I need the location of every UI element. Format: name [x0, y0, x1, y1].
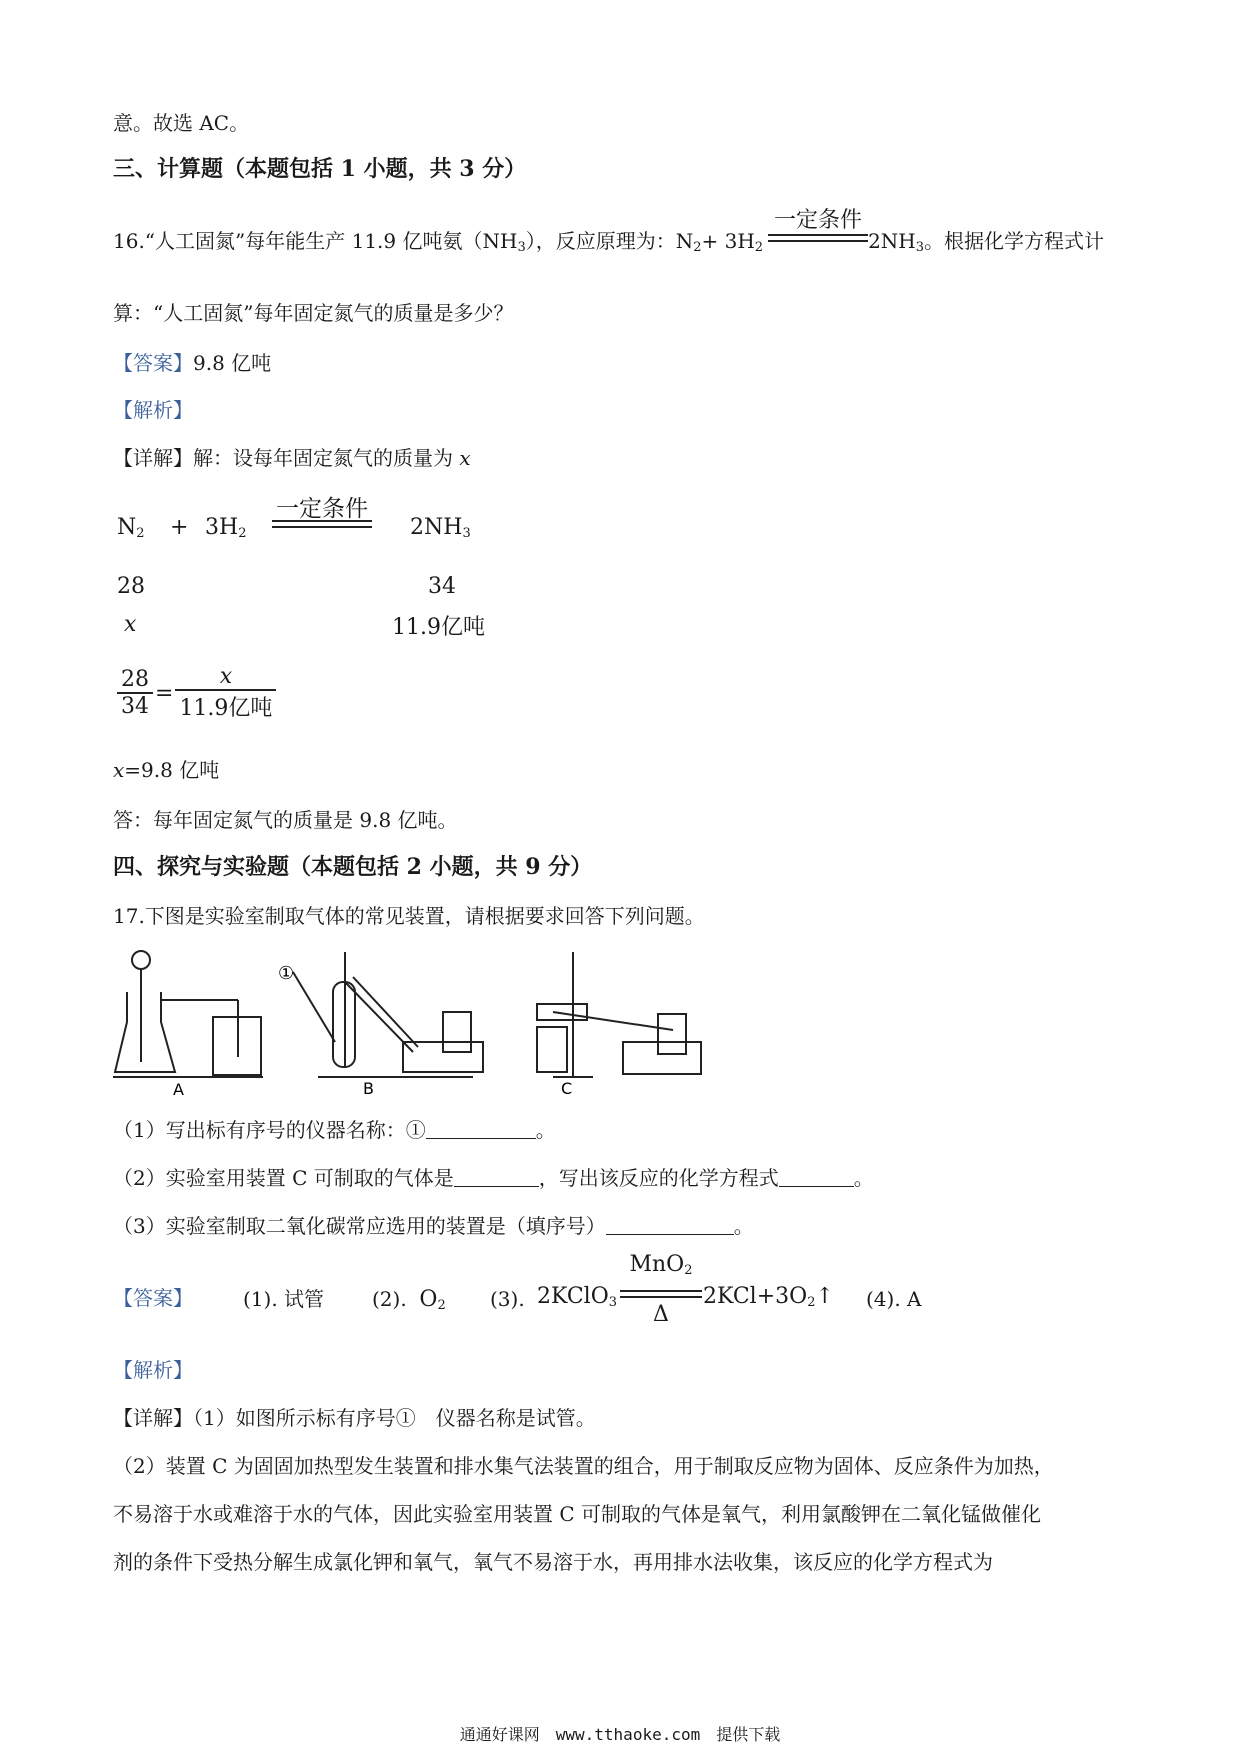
analysis-tag: 【解析】 — [113, 398, 193, 422]
mass-34: 34 — [428, 574, 456, 599]
eq-2nh3: $2NH_3$ — [410, 515, 471, 541]
section-heading: 四、探究与实验题（本题包括 2 小题，共 9 分） — [113, 854, 593, 880]
subscript: 3 — [915, 240, 925, 255]
detail-line: 【详解】（1）如图所示标有序号① 仪器名称是试管。 — [113, 1406, 596, 1430]
detail-line — [113, 445, 471, 471]
fraction-left: $\frac{28}{34}$ — [117, 667, 153, 719]
eq-3h2: $3H_2$ — [205, 515, 247, 541]
equal-line-bottom — [768, 240, 868, 242]
eq-line-bottom — [272, 526, 372, 528]
eq-plus: + — [170, 515, 189, 540]
subscript: 3 — [517, 240, 526, 255]
eq-n2: $N_2$ — [117, 515, 145, 541]
proportion-equation: $\frac{28}{34}$ = $\frac{x}{\text{11.9亿吨}}$ — [117, 664, 276, 722]
question-17: 17.下图是实验室制取气体的常见装置，请根据要求回答下列问题。 — [113, 904, 705, 928]
detail-tag: 【详解】 — [113, 446, 193, 470]
detail-line: 剂的条件下受热分解生成氯化钾和氧气，氧气不易溶于水，再用排水法收集，该反应的化学方程式为 — [113, 1550, 993, 1574]
answer-tag: 【答案】 — [113, 351, 193, 375]
funnel-bulb — [132, 951, 150, 969]
eq-line-top — [620, 1290, 702, 1292]
q16-text: 2NH — [868, 229, 916, 253]
fraction-right: $\frac{x}{\text{11.9亿吨}}$ — [175, 664, 276, 722]
figure-label-c: C — [561, 1079, 573, 1097]
figure-label-b: B — [363, 1079, 374, 1097]
mass-119: 11.9亿吨 — [392, 615, 485, 640]
answer-tag: 【答案】 — [113, 1286, 193, 1310]
eq-kclo3: 2KClO$_3$ — [537, 1284, 618, 1310]
eq-line-bottom — [620, 1296, 702, 1298]
conclusion-line: 答：每年固定氮气的质量是 9.8 亿吨。 — [113, 808, 458, 832]
result-line: x=9.8 亿吨 — [113, 758, 220, 782]
q16-text: + 3H — [701, 229, 755, 253]
analysis-tag: 【解析】 — [113, 1358, 193, 1382]
page-footer: 通通好课网 www.tthaoke.com 提供下载 — [459, 1725, 781, 1744]
reaction-condition: 一定条件 — [773, 208, 862, 233]
answer-line — [113, 350, 271, 376]
subscript: 2 — [754, 240, 764, 255]
q16-text: 。根据化学方程式计 — [924, 229, 1105, 253]
answer-17-4: (4). A — [866, 1287, 922, 1311]
eq-products: $2KCl+3O_2↑$ — [703, 1284, 834, 1310]
eq-line-top — [272, 520, 372, 522]
equal-line-top — [768, 234, 868, 236]
section-heading: 三、计算题（本题包括 1 小题，共 3 分） — [113, 156, 527, 182]
answer-17-1: (1). 试管 — [243, 1287, 325, 1311]
mass-x: x — [124, 612, 137, 637]
question-17-1: （1）写出标有序号的仪器名称：① 。 — [113, 1118, 556, 1142]
question-17-3: （3）实验室制取二氧化碳常应选用的装置是（填序号） 。 — [113, 1214, 754, 1238]
q16-text: ），反应原理为：N — [525, 229, 694, 253]
detail-text: 解：设每年固定氮气的质量为 — [193, 446, 460, 470]
eq-heat: Δ — [653, 1302, 669, 1327]
apparatus-figure — [113, 942, 713, 1097]
answer-blank[interactable] — [779, 1168, 854, 1187]
question-17-2: （2）实验室用装置 C 可制取的气体是 ，写出该反应的化学方程式 。 — [113, 1166, 874, 1190]
answer-17-2: (2). $O_2$ — [372, 1287, 446, 1313]
detail-line: 不易溶于水或难溶于水的气体，因此实验室用装置 C 可制取的气体是氧气，利用氯酸钾在二氧化锰做催化 — [113, 1502, 1042, 1526]
mass-28: 28 — [117, 574, 145, 599]
answer-blank[interactable] — [454, 1168, 539, 1187]
eq-condition: 一定条件 — [276, 496, 368, 522]
text-line: 算：“人工固氮”每年固定氮气的质量是多少？ — [113, 301, 514, 325]
q16-text: 16.“人工固氮”每年能生产 11.9 亿吨氨（NH — [113, 229, 518, 253]
answer-17-3-label: (3). — [490, 1287, 525, 1311]
subscript: 2 — [693, 240, 702, 255]
eq-catalyst: MnO$_2$ — [629, 1252, 693, 1278]
detail-line: （2）装置 C 为固固加热型发生装置和排水集气法装置的组合，用于制取反应物为固体、反应条件为加热， — [113, 1454, 1054, 1478]
figure-label-a: A — [173, 1080, 184, 1097]
answer-blank[interactable] — [606, 1216, 734, 1235]
answer-value: 9.8 亿吨 — [193, 351, 272, 375]
answer-blank[interactable] — [426, 1120, 536, 1139]
figure-mark-1: ① — [278, 963, 295, 984]
question-16 — [113, 228, 1104, 261]
variable-x: x — [459, 446, 471, 470]
text-line: 意。故选 AC。 — [113, 111, 250, 135]
